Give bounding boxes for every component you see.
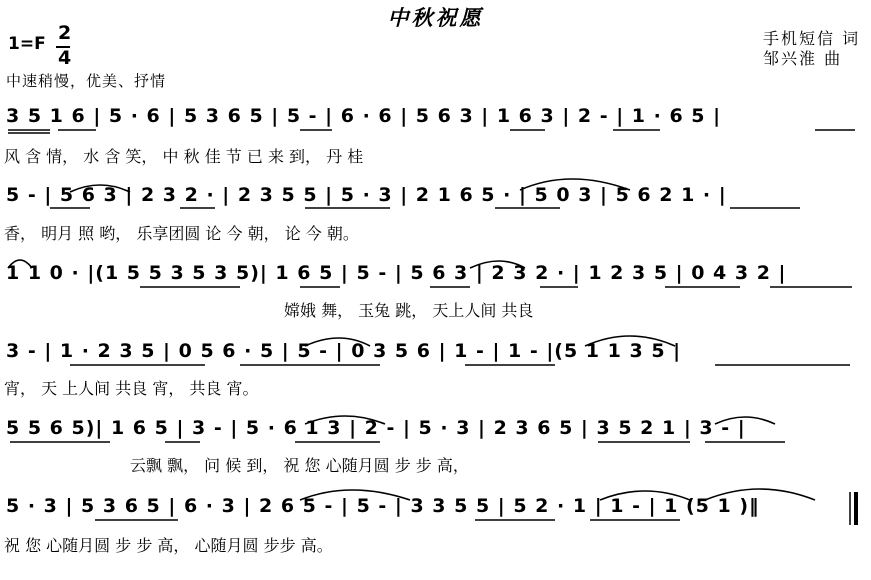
song-title: 中秋祝愿 bbox=[387, 6, 484, 30]
lyrics-line-6: 祝 您 心随月圆 步 步 高， 心随月圆 步步 高。 bbox=[4, 536, 333, 555]
composer-credit: 邹兴淮 曲 bbox=[763, 49, 843, 68]
lyrics-line-4: 宵， 天 上人间 共良 宵， 共良 宵。 bbox=[4, 379, 259, 398]
lyrics-line-3: 嫦娥 舞， 玉兔 跳， 天上人间 共良 bbox=[284, 301, 534, 320]
lyrics-line-1: 风 含 情， 水 含 笑， 中 秋 佳 节 已 来 到， 丹 桂 bbox=[4, 147, 364, 166]
notation-line-3: 1 1 0 · |(1 5 5 3 5 3 5)| 1 6 5 | 5 - | 5 6 3 | 2 3 2 · | 1 2 3 5 | 0 4 3 2 | bbox=[6, 262, 787, 284]
time-signature-numerator: 2 bbox=[58, 22, 72, 44]
tempo-marking: 中速稍慢，优美、抒情 bbox=[6, 72, 167, 90]
key-signature: 1=F bbox=[8, 34, 46, 54]
notation-line-5: 5 5 6 5)| 1 6 5 | 3 - | 5 · 6 1 3 | 2 - | 5 · 3 | 2 3 6 5 | 3 5 2 1 | 3 - | bbox=[6, 417, 746, 439]
time-signature-denominator: 4 bbox=[58, 47, 72, 69]
lyrics-line-5: 云飘 飘， 问 候 到， 祝 您 心随月圆 步 步 高， bbox=[130, 456, 469, 475]
notation-line-2: 5 - | 5 6 3 | 2 3 2 · | 2 3 5 5 | 5 · 3 | 2 1 6 5 · | 5 0 3 | 5 6 2 1 · | bbox=[6, 184, 727, 206]
notation-line-4: 3 - | 1 · 2 3 5 | 0 5 6 · 5 | 5 - | 0 3 5 6 | 1 - | 1 - |(5 1 1 3 5 | bbox=[6, 340, 682, 362]
notation-line-6: 5 · 3 | 5 3 6 5 | 6 · 3 | 2 6 5 - | 5 - | 3 3 5 5 | 5 2 · 1 | 1 - | 1 (5 1 )‖ bbox=[6, 495, 760, 517]
lyricist-credit: 手机短信 词 bbox=[763, 29, 861, 48]
notation-line-1: 3 5 1 6 | 5 · 6 | 5 3 6 5 | 5 - | 6 · 6 | 5 6 3 | 1 6 3 | 2 - | 1 · 6 5 | bbox=[6, 105, 722, 127]
lyrics-line-2: 香， 明月 照 哟， 乐享团圆 论 今 朝， 论 今 朝。 bbox=[4, 224, 359, 243]
